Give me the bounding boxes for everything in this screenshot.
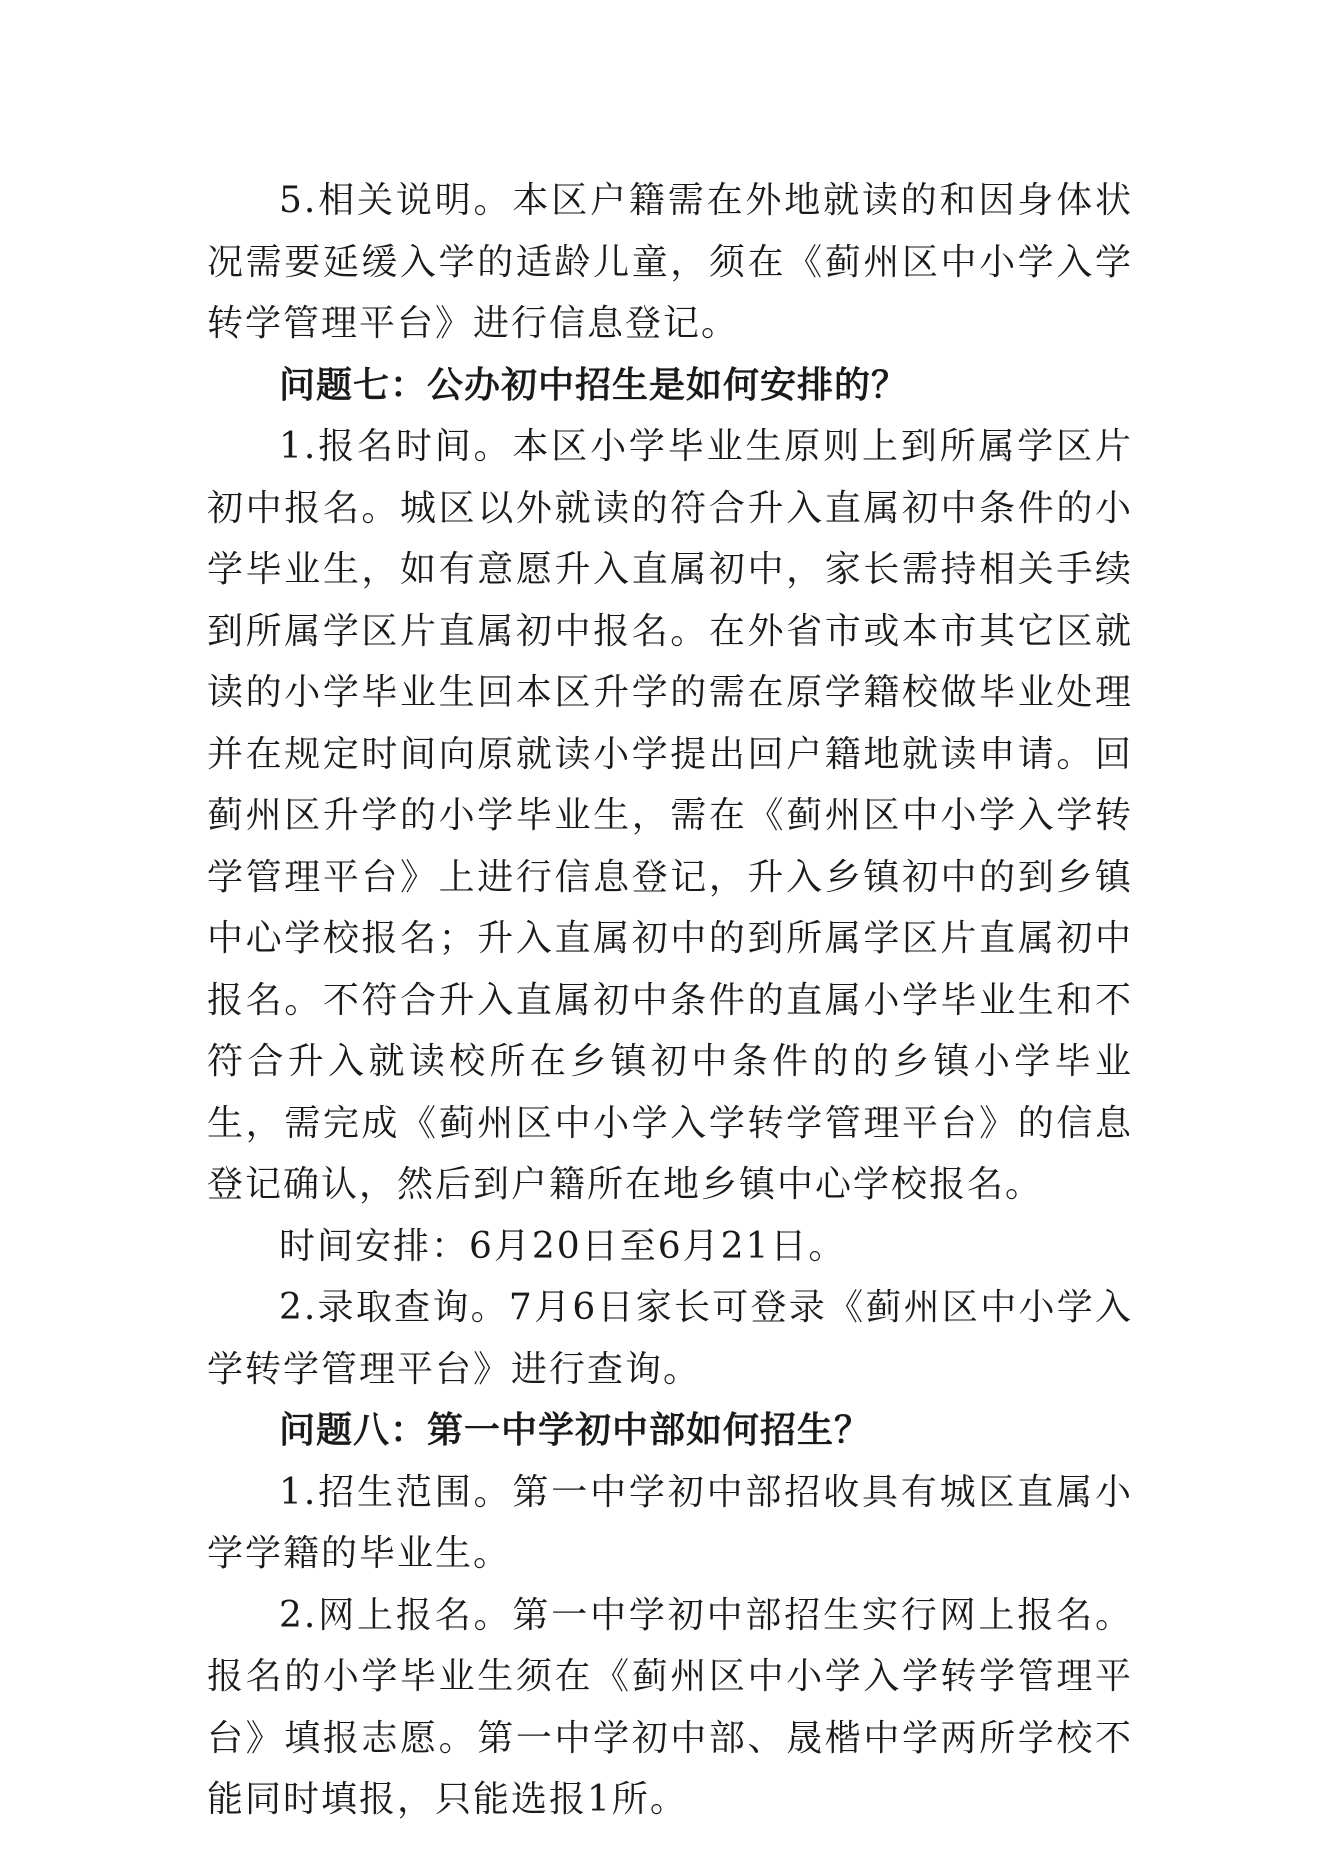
paragraph-registration-time: 1.报名时间。本区小学毕业生原则上到所属学区片初中报名。城区以外就读的符合升入直属初中条件的小学毕业生，如有意愿升入直属初中，家长需持相关手续到所属学区片直属初中报名。在外省市或本市其它区就读的小学毕业生回本区升学的需在原学籍校做毕业处理并在规定时间向原就读小学提出回户籍地就读申请。回蓟州区升学的小学毕业生，需在《蓟州区中小学入学转学管理平台》上进行信息登记，升入乡镇初中的到乡镇中心学校报名；升入直属初中的到所属学区片直属初中报名。不符合升入直属初中条件的直属小学毕业生和不符合升入就读校所在乡镇初中条件的的乡镇小学毕业生，需完成《蓟州区中小学入学转学管理平台》的信息登记确认，然后到户籍所在地乡镇中心学校报名。 bbox=[207, 426, 1133, 1205]
paragraph-enrollment-scope: 1.招生范围。第一中学初中部招收具有城区直属小学学籍的毕业生。 bbox=[207, 1471, 1133, 1574]
heading-question-seven: 问题七：公办初中招生是如何安排的？ bbox=[279, 364, 909, 406]
paragraph-admission-query: 2.录取查询。7月6日家长可登录《蓟州区中小学入学转学管理平台》进行查询。 bbox=[207, 1287, 1133, 1390]
paragraph-online-registration: 2.网上报名。第一中学初中部招生实行网上报名。报名的小学毕业生须在《蓟州区中小学入学转学管理平台》填报志愿。第一中学初中部、晟楷中学两所学校不能同时填报，只能选报1所。 bbox=[207, 1594, 1133, 1820]
heading-question-eight: 问题八：第一中学初中部如何招生？ bbox=[279, 1410, 872, 1451]
paragraph-related-notes: 5.相关说明。本区户籍需在外地就读的和因身体状况需要延缓入学的适龄儿童，须在《蓟州区中小学入学转学管理平台》进行信息登记。 bbox=[207, 180, 1133, 344]
document-page bbox=[207, 170, 1133, 1831]
paragraph-schedule: 时间安排：6月20日至6月21日。 bbox=[279, 1225, 847, 1267]
